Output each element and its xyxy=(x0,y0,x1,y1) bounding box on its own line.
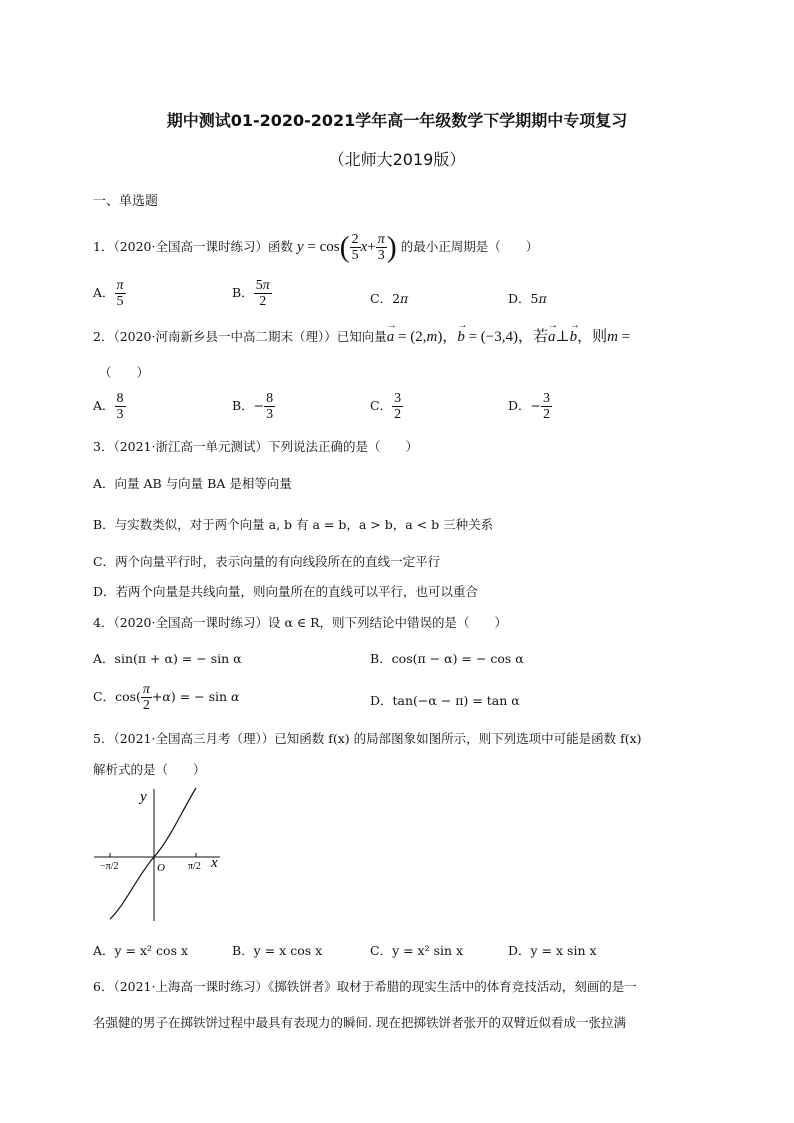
question-5-stem: 5．（2021·全国高三月考（理））已知函数 f(x) 的局部图象如图所示，则下列选项中可能是函数 f(x) xyxy=(93,731,642,746)
question-6-line-1: 6．（2021·上海高一课时练习）《掷铁饼者》取材于希腊的现实生活中的体育竞技活动，刻画的是一 xyxy=(93,979,637,994)
q5-option-a[interactable]: A．y = x² cos x xyxy=(93,943,189,958)
q2-option-a[interactable]: A． $\frac{8}{3}$ xyxy=(93,391,124,422)
question-5-stem-cont: 解析式的是（ ） xyxy=(93,762,206,777)
q4-option-a[interactable]: A．sin(π + α) = − sin α xyxy=(93,651,242,666)
function-graph xyxy=(90,785,230,925)
page-title: 期中测试01-2020-2021学年高一年级数学下学期期中专项复习 xyxy=(166,111,628,130)
q3-option-d[interactable]: D．若两个向量是共线向量，则向量所在的直线可以平行，也可以重合 xyxy=(93,584,479,599)
q1-formula: y = cos( $\frac{2}{5}$ x+ $\frac{\pi}{3}$ ) xyxy=(296,230,397,264)
x-axis-label: x xyxy=(211,855,218,871)
question-4-stem: 4．（2020·全国高一课时练习）设 α ∈ R，则下列结论中错误的是（ ） xyxy=(93,615,508,630)
question-1-stem xyxy=(93,232,538,263)
q2-option-c[interactable]: C． $\frac{3}{2}$ xyxy=(370,391,402,422)
q1-option-d[interactable]: D．5π xyxy=(508,291,547,306)
q3-option-c[interactable]: C．两个向量平行时，表示向量的有向线段所在的直线一定平行 xyxy=(93,554,441,569)
question-2-stem: 2．（2020·河南新乡县一中高二期末（理））已知向量→ a = (2,m)，→ b = (−3,4)，若→ a⊥→ b，则m = xyxy=(93,328,630,346)
q5-option-b[interactable]: B．y = x cos x xyxy=(232,943,323,958)
right-tick-label: π/2 xyxy=(188,861,201,872)
q2-stem-text: 2．（2020·河南新乡县一中高二期末（理））已知向量 xyxy=(93,329,387,344)
question-3-stem: 3．（2021·浙江高一单元测试）下列说法正确的是（ ） xyxy=(93,439,418,454)
question-6-line-2: 名强健的男子在掷铁饼过程中最具有表现力的瞬间. 现在把掷铁饼者张开的双臂近似看成一张拉满 xyxy=(93,1015,626,1030)
origin-label: O xyxy=(157,862,165,874)
left-tick-label: −π/2 xyxy=(100,861,119,872)
q2-option-d[interactable]: D．− $\frac{3}{2}$ xyxy=(508,391,550,422)
q1-tail-text: 的最小正周期是（ ） xyxy=(400,239,539,254)
q3-option-b[interactable]: B．与实数类似，对于两个向量 a, b 有 a = b，a > b，a < b 三种关系 xyxy=(93,517,494,532)
q1-stem-text: 1．（2020·全国高一课时练习）函数 xyxy=(93,239,293,254)
q4-option-b[interactable]: B．cos(π − α) = − cos α xyxy=(370,651,524,666)
q4-option-c[interactable]: C．cos( $\frac{\pi}{2}$ +α) = − sin α xyxy=(93,682,240,713)
curve xyxy=(110,788,196,919)
q1-option-a[interactable]: A． $\frac{\pi}{5}$ xyxy=(93,278,124,309)
q2-answer-paren: （ ） xyxy=(99,365,150,380)
q2-option-b[interactable]: B．− $\frac{8}{3}$ xyxy=(232,391,274,422)
page-subtitle: （北师大2019版） xyxy=(328,150,466,169)
q3-option-a[interactable]: A．向量 AB 与向量 BA 是相等向量 xyxy=(93,476,292,491)
section-heading: 一、单选题 xyxy=(93,194,159,209)
q5-option-c[interactable]: C．y = x² sin x xyxy=(370,943,464,958)
y-axis-label: y xyxy=(140,789,147,805)
q1-option-c[interactable]: C．2π xyxy=(370,291,409,306)
q1-option-b[interactable]: B． $\frac{5\pi}{2}$ xyxy=(232,278,270,309)
q5-option-d[interactable]: D．y = x sin x xyxy=(508,943,597,958)
q4-option-d[interactable]: D．tan(−α − π) = tan α xyxy=(370,693,520,708)
